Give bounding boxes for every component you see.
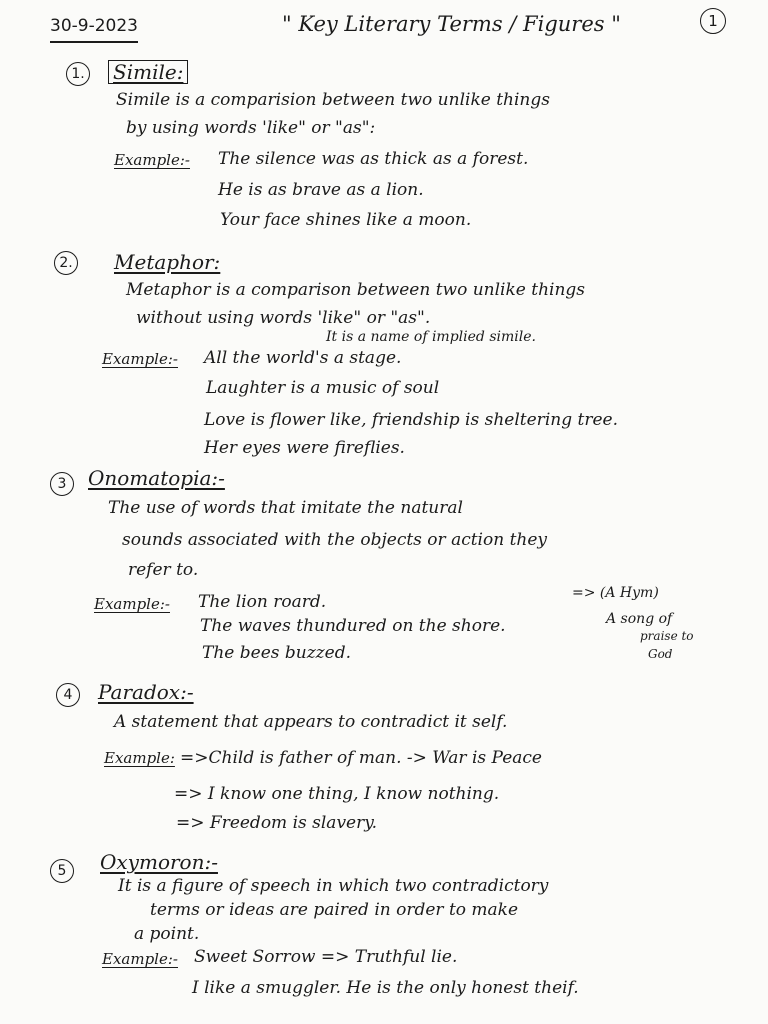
example-line: Laughter is a music of soul <box>206 378 440 398</box>
definition-line: A statement that appears to contradict it self. <box>114 712 508 732</box>
section-number: 1. <box>66 62 90 86</box>
section-number: 3 <box>50 472 74 496</box>
example-line: The silence was as thick as a forest. <box>218 149 529 169</box>
definition-line: It is a name of implied simile. <box>326 329 536 345</box>
example-line: =>Child is father of man. -> War is Peace <box>180 748 542 768</box>
example-label: Example:- <box>114 151 190 169</box>
definition-line: terms or ideas are paired in order to make <box>150 900 519 920</box>
definition-line: Metaphor is a comparison between two unlike things <box>126 280 586 300</box>
definition-line: without using words 'like" or "as". <box>136 308 431 328</box>
example-line: => I know one thing, I know nothing. <box>174 784 500 804</box>
section-number: 2. <box>54 251 78 275</box>
page-title: " Key Literary Terms / Figures " <box>282 12 621 36</box>
section-heading-metaphor: Metaphor: <box>114 250 221 274</box>
section-heading-simile: Simile: <box>108 60 188 84</box>
section-heading-onomatopia: Onomatopia:- <box>88 466 225 490</box>
side-note: => (A Hym) <box>572 585 659 601</box>
example-line: He is as brave as a lion. <box>218 180 424 200</box>
example-label: Example:- <box>102 950 178 968</box>
definition-line: refer to. <box>128 560 199 580</box>
example-line: I like a smuggler. He is the only honest theif. <box>192 978 579 998</box>
example-line: Her eyes were fireflies. <box>204 438 405 458</box>
example-label: Example:- <box>94 595 170 613</box>
definition-line: The use of words that imitate the natural <box>108 498 463 518</box>
section-heading-paradox: Paradox:- <box>98 680 194 704</box>
definition-line: a point. <box>134 924 200 944</box>
page-number: 1 <box>700 8 726 34</box>
section-heading-oxymoron: Oxymoron:- <box>100 850 218 874</box>
section-number: 4 <box>56 683 80 707</box>
example-line: The bees buzzed. <box>202 643 351 663</box>
example-line: The lion roard. <box>198 592 327 612</box>
side-note: God <box>648 647 673 661</box>
example-line: The waves thundured on the shore. <box>200 616 506 636</box>
example-line: => Freedom is slavery. <box>176 813 377 833</box>
side-note: praise to <box>640 629 694 643</box>
definition-line: Simile is a comparision between two unlike things <box>116 90 550 110</box>
example-line: Sweet Sorrow => Truthful lie. <box>194 947 458 967</box>
side-note: A song of <box>606 611 673 627</box>
definition-line: It is a figure of speech in which two contradictory <box>118 876 549 896</box>
example-line: Your face shines like a moon. <box>220 210 472 230</box>
example-line: Love is flower like, friendship is sheltering tree. <box>204 410 618 430</box>
example-label: Example: <box>104 749 175 767</box>
date: 30-9-2023 <box>50 16 138 36</box>
example-line: All the world's a stage. <box>204 348 402 368</box>
definition-line: by using words 'like" or "as": <box>126 118 376 138</box>
example-label: Example:- <box>102 350 178 368</box>
section-number: 5 <box>50 859 74 883</box>
definition-line: sounds associated with the objects or action they <box>122 530 548 550</box>
